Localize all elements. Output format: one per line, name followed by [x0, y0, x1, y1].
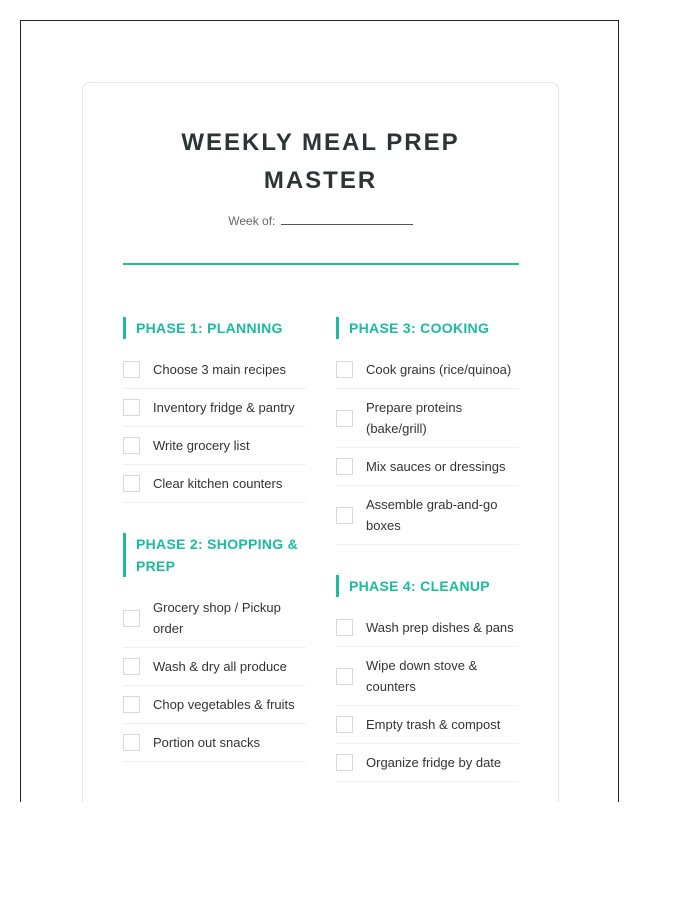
- phase-title: PHASE 3: COOKING: [336, 317, 519, 339]
- task-item[interactable]: [123, 724, 306, 762]
- checkbox[interactable]: [336, 716, 353, 733]
- task-item[interactable]: [123, 648, 306, 686]
- phase-title: PHASE 1: PLANNING: [123, 317, 306, 339]
- phase-cleanup: [336, 575, 519, 782]
- phase-shopping-prep: [123, 533, 306, 762]
- checkbox[interactable]: [336, 668, 353, 685]
- task-item[interactable]: [336, 706, 519, 744]
- task-item[interactable]: [336, 647, 519, 706]
- header-divider: [123, 263, 519, 265]
- task-item[interactable]: [336, 389, 519, 448]
- checkbox[interactable]: [123, 610, 140, 627]
- task-item[interactable]: [123, 389, 306, 427]
- task-label: Prepare proteins (bake/grill): [366, 400, 463, 436]
- task-item[interactable]: [123, 465, 306, 503]
- page-frame: [20, 20, 619, 802]
- checklist-card: [82, 82, 559, 802]
- week-of-field: [83, 214, 558, 228]
- checkbox[interactable]: [336, 619, 353, 636]
- checkbox[interactable]: [336, 361, 353, 378]
- page-title: [83, 124, 558, 200]
- checkbox[interactable]: [123, 361, 140, 378]
- week-of-label: Week of:: [228, 214, 276, 228]
- task-label: Assemble grab-and-go boxes: [366, 497, 498, 533]
- phase-title: PHASE 2: SHOPPING & PREP: [123, 533, 306, 577]
- task-item[interactable]: [123, 589, 306, 648]
- task-label: Clear kitchen counters: [153, 476, 283, 491]
- task-label: Wash prep dishes & pans: [366, 620, 514, 635]
- right-column: [336, 317, 519, 802]
- task-label: Grocery shop / Pickup order: [153, 600, 281, 636]
- task-label: Organize fridge by date: [366, 755, 502, 770]
- checkbox[interactable]: [336, 507, 353, 524]
- task-label: Mix sauces or dressings: [366, 459, 506, 474]
- task-item[interactable]: [336, 486, 519, 545]
- checkbox[interactable]: [123, 437, 140, 454]
- phase-title: PHASE 4: CLEANUP: [336, 575, 519, 597]
- task-label: Empty trash & compost: [366, 717, 501, 732]
- task-item[interactable]: [336, 351, 519, 389]
- task-item[interactable]: [336, 609, 519, 647]
- checkbox[interactable]: [123, 399, 140, 416]
- task-item[interactable]: [123, 427, 306, 465]
- checkbox[interactable]: [336, 754, 353, 771]
- task-label: Write grocery list: [153, 438, 250, 453]
- week-of-blank[interactable]: [281, 214, 413, 225]
- phase-cooking: [336, 317, 519, 545]
- checkbox[interactable]: [336, 458, 353, 475]
- task-item[interactable]: [123, 686, 306, 724]
- checkbox[interactable]: [123, 658, 140, 675]
- phase-planning: [123, 317, 306, 503]
- title-line-1: WEEKLY MEAL PREP: [181, 129, 460, 156]
- task-label: Portion out snacks: [153, 735, 260, 750]
- task-item[interactable]: [123, 351, 306, 389]
- title-line-2: MASTER: [263, 167, 378, 194]
- task-label: Cook grains (rice/quinoa): [366, 362, 512, 377]
- task-item[interactable]: [336, 448, 519, 486]
- task-label: Chop vegetables & fruits: [153, 697, 295, 712]
- checkbox[interactable]: [123, 475, 140, 492]
- task-label: Inventory fridge & pantry: [153, 400, 295, 415]
- checkbox[interactable]: [123, 734, 140, 751]
- checkbox[interactable]: [123, 696, 140, 713]
- task-label: Wipe down stove & counters: [366, 658, 478, 694]
- left-column: [123, 317, 306, 792]
- task-item[interactable]: [336, 744, 519, 782]
- task-label: Choose 3 main recipes: [153, 362, 286, 377]
- checkbox[interactable]: [336, 410, 353, 427]
- task-label: Wash & dry all produce: [153, 659, 287, 674]
